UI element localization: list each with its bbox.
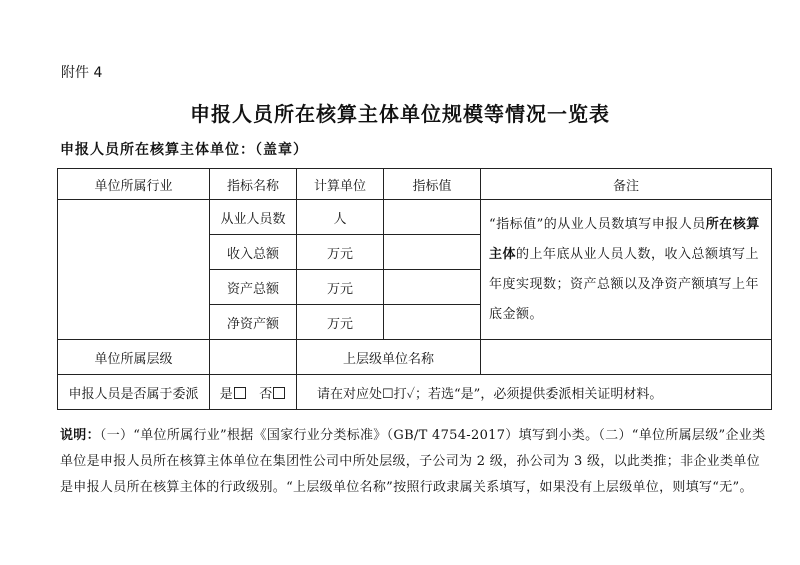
indicator-name-cell: 净资产额	[210, 305, 297, 340]
header-indicator-value: 指标值	[384, 169, 481, 200]
indicator-unit-cell: 万元	[297, 270, 384, 305]
page-title: 申报人员所在核算主体单位规模等情况一览表	[190, 102, 610, 126]
level-label: 单位所属层级	[58, 340, 210, 375]
indicator-name-cell: 从业人员数	[210, 200, 297, 235]
note-lead: 说明：	[60, 428, 100, 443]
remark-cell	[481, 200, 772, 340]
table-row	[58, 200, 772, 235]
remark-text-b: 的上年底从业人员人数，收入总额填写上年度实现数；资产总额以及净资产额填写上年底金额。	[489, 246, 760, 322]
level-row	[58, 340, 772, 375]
note-text: （一）“单位所属行业”根据《国家行业分类标准》（GB/T 4754-2017）填写到小类。（二）“单位所属层级”企业类单位是申报人员所在核算主体单位在集团性公司中所处层级，子公司为 2 级，孙公司为 3 级，以此类推；非企业类单位是申报人员所在核算主体的行政级别。“上层级单位名称”按照行政隶属关系填写，如果没有上层级单位，则填写“无”。	[60, 428, 766, 495]
indicator-name-cell: 收入总额	[210, 235, 297, 270]
dispatch-row	[58, 375, 772, 410]
indicator-value-cell[interactable]	[384, 235, 481, 270]
header-remark: 备注	[481, 169, 772, 200]
indicator-name-cell: 资产总额	[210, 270, 297, 305]
indicator-value-cell[interactable]	[384, 200, 481, 235]
dispatch-label: 申报人员是否属于委派	[58, 375, 210, 410]
scale-table	[57, 168, 772, 410]
yes-checkbox[interactable]	[234, 387, 246, 399]
explanation-note	[60, 423, 772, 501]
dispatch-instruction: 请在对应处☐打✓；若选“是”，必须提供委派相关证明材料。	[297, 375, 772, 410]
level-value-cell[interactable]	[210, 340, 297, 375]
attachment-label: 附件 4	[61, 65, 103, 81]
indicator-value-cell[interactable]	[384, 270, 481, 305]
no-checkbox[interactable]	[273, 387, 285, 399]
industry-value-cell[interactable]	[58, 200, 210, 340]
indicator-unit-cell: 人	[297, 200, 384, 235]
indicator-value-cell[interactable]	[384, 305, 481, 340]
yes-label: 是	[219, 386, 233, 402]
header-industry: 单位所属行业	[58, 169, 210, 200]
remark-text-a: “指标值”的从业人员数填写申报人员	[489, 216, 706, 232]
indicator-unit-cell: 万元	[297, 305, 384, 340]
upper-level-label: 上层级单位名称	[297, 340, 481, 375]
upper-level-value-cell[interactable]	[481, 340, 772, 375]
reporting-unit-line: 申报人员所在核算主体单位：（盖章）	[60, 142, 308, 158]
indicator-unit-cell: 万元	[297, 235, 384, 270]
dispatch-choice-cell	[210, 375, 297, 410]
no-label: 否	[259, 386, 273, 402]
header-unit: 计算单位	[297, 169, 384, 200]
header-indicator-name: 指标名称	[210, 169, 297, 200]
remark-text-highlight: 所在核算主体	[489, 216, 760, 262]
table-header-row	[58, 169, 772, 200]
